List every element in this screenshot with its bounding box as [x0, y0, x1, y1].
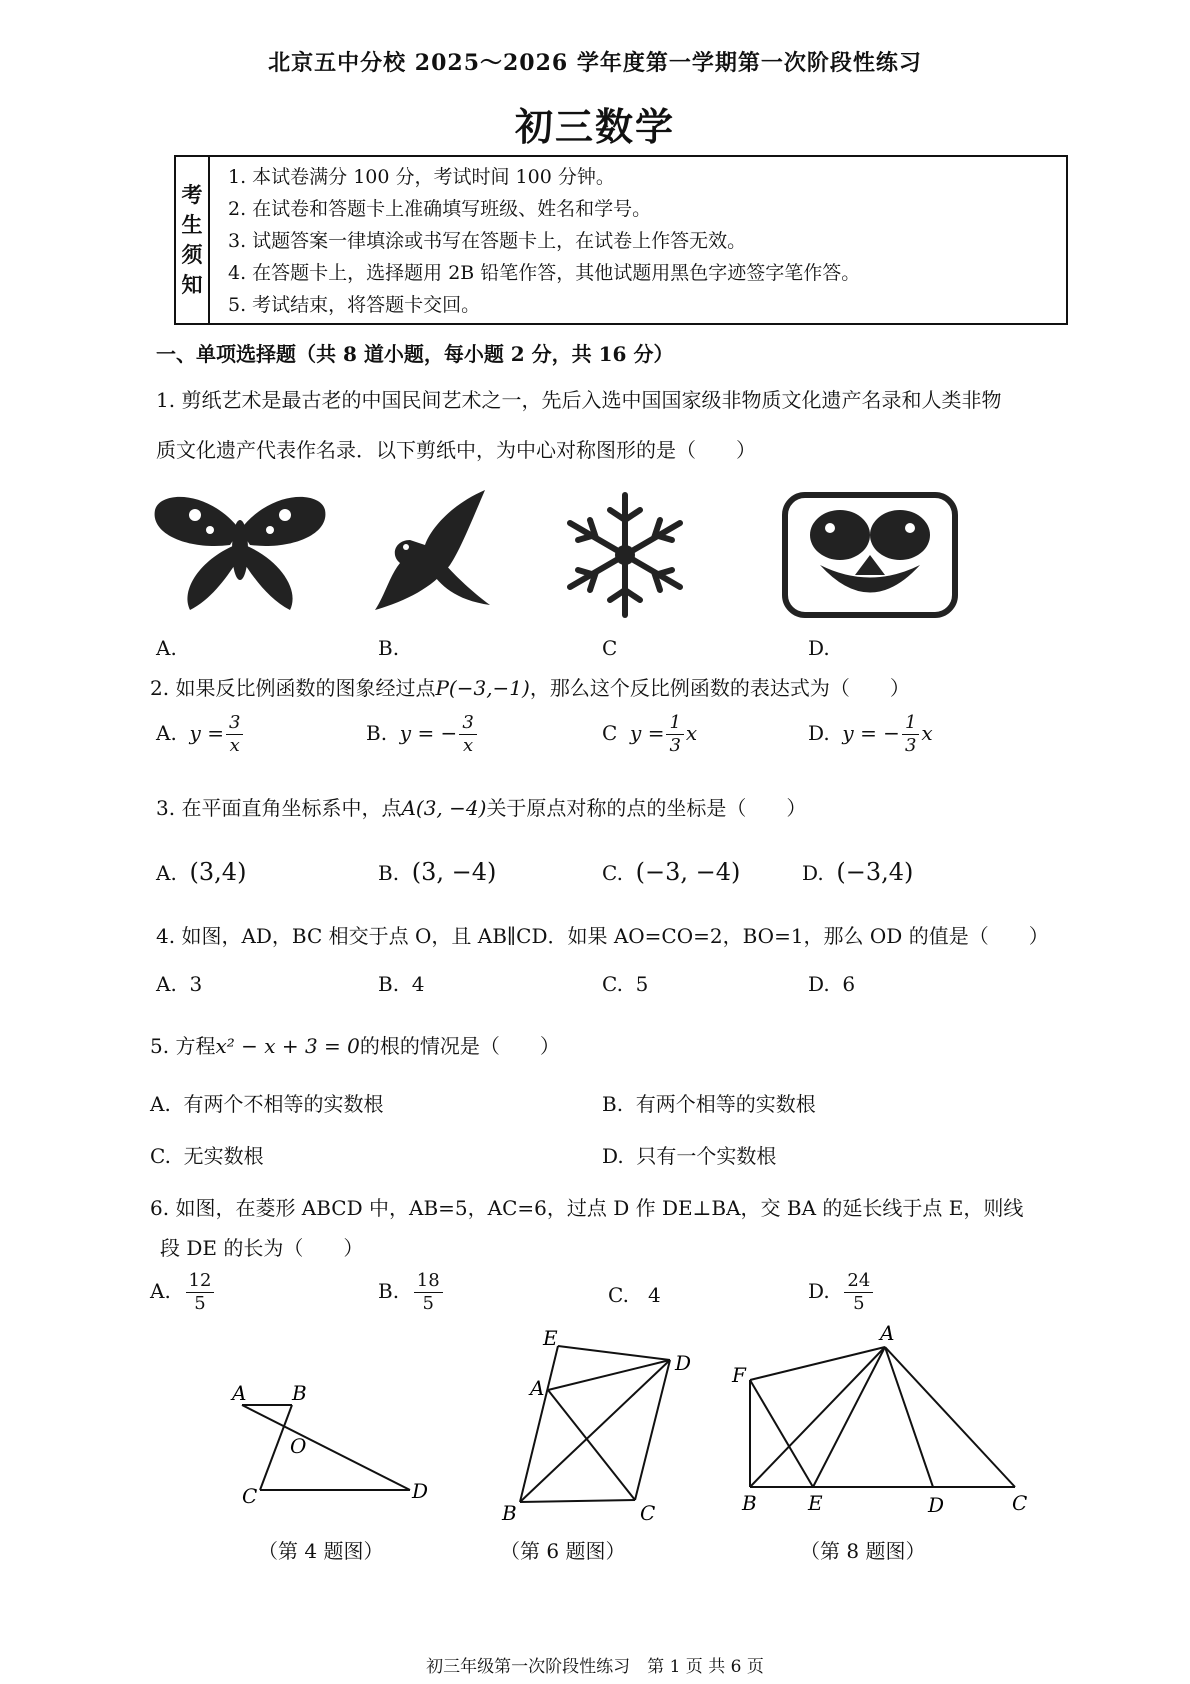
notice-item: 2. 在试卷和答题卡上准确填写班级、姓名和学号。 [228, 198, 652, 220]
label-o: O [290, 1434, 307, 1458]
q1-option-a-label: A. [156, 636, 177, 660]
q4-stem: 4. 如图，AD，BC 相交于点 O，且 AB∥CD．如果 AO=CO=2，BO=1，那么 OD 的值是（ ） [156, 924, 1049, 948]
notice-items [228, 161, 860, 321]
notice-item: 1. 本试卷满分 100 分，考试时间 100 分钟。 [228, 166, 615, 188]
papercut-fish-image [780, 490, 960, 620]
label-e: E [543, 1326, 558, 1350]
q1-option-c-label: C [602, 636, 618, 660]
label-d: D [928, 1493, 945, 1517]
figure-q6 [480, 1320, 700, 1525]
papercut-snowflake-image [550, 485, 700, 625]
label-d: D [412, 1479, 429, 1503]
segment-cd [635, 1360, 670, 1500]
label-c: C [1012, 1491, 1028, 1515]
label-b: B [502, 1501, 517, 1525]
q5-stem: 5. 方程x² − x + 3 = 0的根的情况是（ ） [150, 1034, 560, 1058]
q4-option-b: B. 4 [378, 972, 425, 996]
label-f: F [732, 1363, 746, 1387]
segment-fe [750, 1380, 813, 1487]
segment-ea [813, 1347, 885, 1487]
papercut-swallow-image [370, 485, 500, 615]
q4-option-a: A. 3 [156, 972, 203, 996]
q6-option-c: C. 4 [608, 1283, 661, 1307]
q3-option-d: D. (−3,4) [802, 858, 914, 886]
label-c: C [242, 1484, 258, 1508]
subject-title: 初三数学 [514, 104, 675, 149]
segment-ba [750, 1347, 885, 1487]
segment-ac [885, 1347, 1015, 1487]
q2-stem: 2. 如果反比例函数的图象经过点P(−3,−1)，那么这个反比例函数的表达式为（ ） [150, 676, 910, 700]
q2-option-d: D. y = − $\frac{1}{3}$ x [808, 712, 933, 756]
q3-option-c: C. (−3, −4) [602, 858, 741, 886]
figure-q8-caption: （第 8 题图） [800, 1539, 926, 1563]
segment-ed [558, 1346, 670, 1360]
segment-ad [548, 1360, 670, 1390]
q1-option-d-label: D. [808, 636, 830, 660]
label-d: D [675, 1351, 692, 1375]
q5-option-c: C. 无实数根 [150, 1144, 264, 1168]
segment-ad [242, 1405, 410, 1490]
q2-option-c: C y = $\frac{1}{3}$ x [602, 712, 698, 756]
q5-option-b: B. 有两个相等的实数根 [602, 1092, 816, 1116]
q2-option-a: A. y = $\frac{3}{x}$ [156, 712, 245, 757]
notice-box [174, 155, 1068, 325]
papercut-butterfly-image [150, 490, 330, 625]
label-c: C [640, 1501, 656, 1525]
q4-option-c: C. 5 [602, 972, 649, 996]
q6-option-a: A. $\frac{12}{5}$ [150, 1270, 216, 1315]
exam-header: 北京五中分校 2025～2026 学年度第一学期第一次阶段性练习 [268, 50, 922, 76]
q6-stem-line1: 6. 如图，在菱形 ABCD 中，AB=5，AC=6，过点 D 作 DE⊥BA，交 BA 的延长线于点 E，则线 [150, 1196, 1024, 1220]
q1-option-b-label: B. [378, 636, 400, 660]
notice-item: 4. 在答题卡上，选择题用 2B 铅笔作答，其他试题用黑色字迹签字笔作答。 [228, 262, 861, 284]
q5-option-a: A. 有两个不相等的实数根 [150, 1092, 384, 1116]
label-b: B [292, 1381, 307, 1405]
figure-q8 [720, 1322, 1050, 1522]
notice-item: 3. 试题答案一律填涂或书写在答题卡上，在试卷上作答无效。 [228, 230, 747, 252]
label-e: E [808, 1491, 823, 1515]
label-b: B [742, 1491, 757, 1515]
segment-bc [260, 1405, 292, 1490]
segment-fa [750, 1347, 885, 1380]
figure-q6-caption: （第 6 题图） [500, 1539, 626, 1563]
segment-eb [520, 1346, 558, 1502]
label-a: A [880, 1322, 895, 1345]
label-a: A [530, 1376, 545, 1400]
notice-item: 5. 考试结束，将答题卡交回。 [228, 294, 481, 316]
q3-option-b: B. (3, −4) [378, 858, 497, 886]
label-a: A [232, 1381, 247, 1405]
figure-q4 [230, 1380, 430, 1510]
q3-stem: 3. 在平面直角坐标系中，点A(3, −4)关于原点对称的点的坐标是（ ） [156, 796, 807, 820]
figure-q4-caption: （第 4 题图） [258, 1539, 384, 1563]
q2-option-b: B. y = − $\frac{3}{x}$ [366, 712, 479, 757]
section-title: 一、单项选择题（共 8 道小题，每小题 2 分，共 16 分） [156, 342, 674, 366]
q4-option-d: D. 6 [808, 972, 856, 996]
page-footer: 初三年级第一次阶段性练习 第 1 页 共 6 页 [426, 1657, 764, 1677]
q1-stem-line2: 质文化遗产代表作名录．以下剪纸中，为中心对称图形的是（ ） [156, 438, 756, 462]
q6-stem-line2: 段 DE 的长为（ ） [160, 1236, 364, 1260]
segment-bc [520, 1500, 635, 1502]
q1-stem-line1: 1. 剪纸艺术是最古老的中国民间艺术之一，先后入选中国国家级非物质文化遗产名录和人类非物 [156, 388, 1002, 412]
q6-option-b: B. $\frac{18}{5}$ [378, 1270, 445, 1315]
q5-option-d: D. 只有一个实数根 [602, 1144, 777, 1168]
segment-ad [885, 1347, 933, 1487]
q6-option-d: D. $\frac{24}{5}$ [808, 1270, 875, 1315]
q3-option-a: A. (3,4) [156, 858, 247, 886]
notice-side-label: 考 生 须 知 [176, 157, 210, 323]
